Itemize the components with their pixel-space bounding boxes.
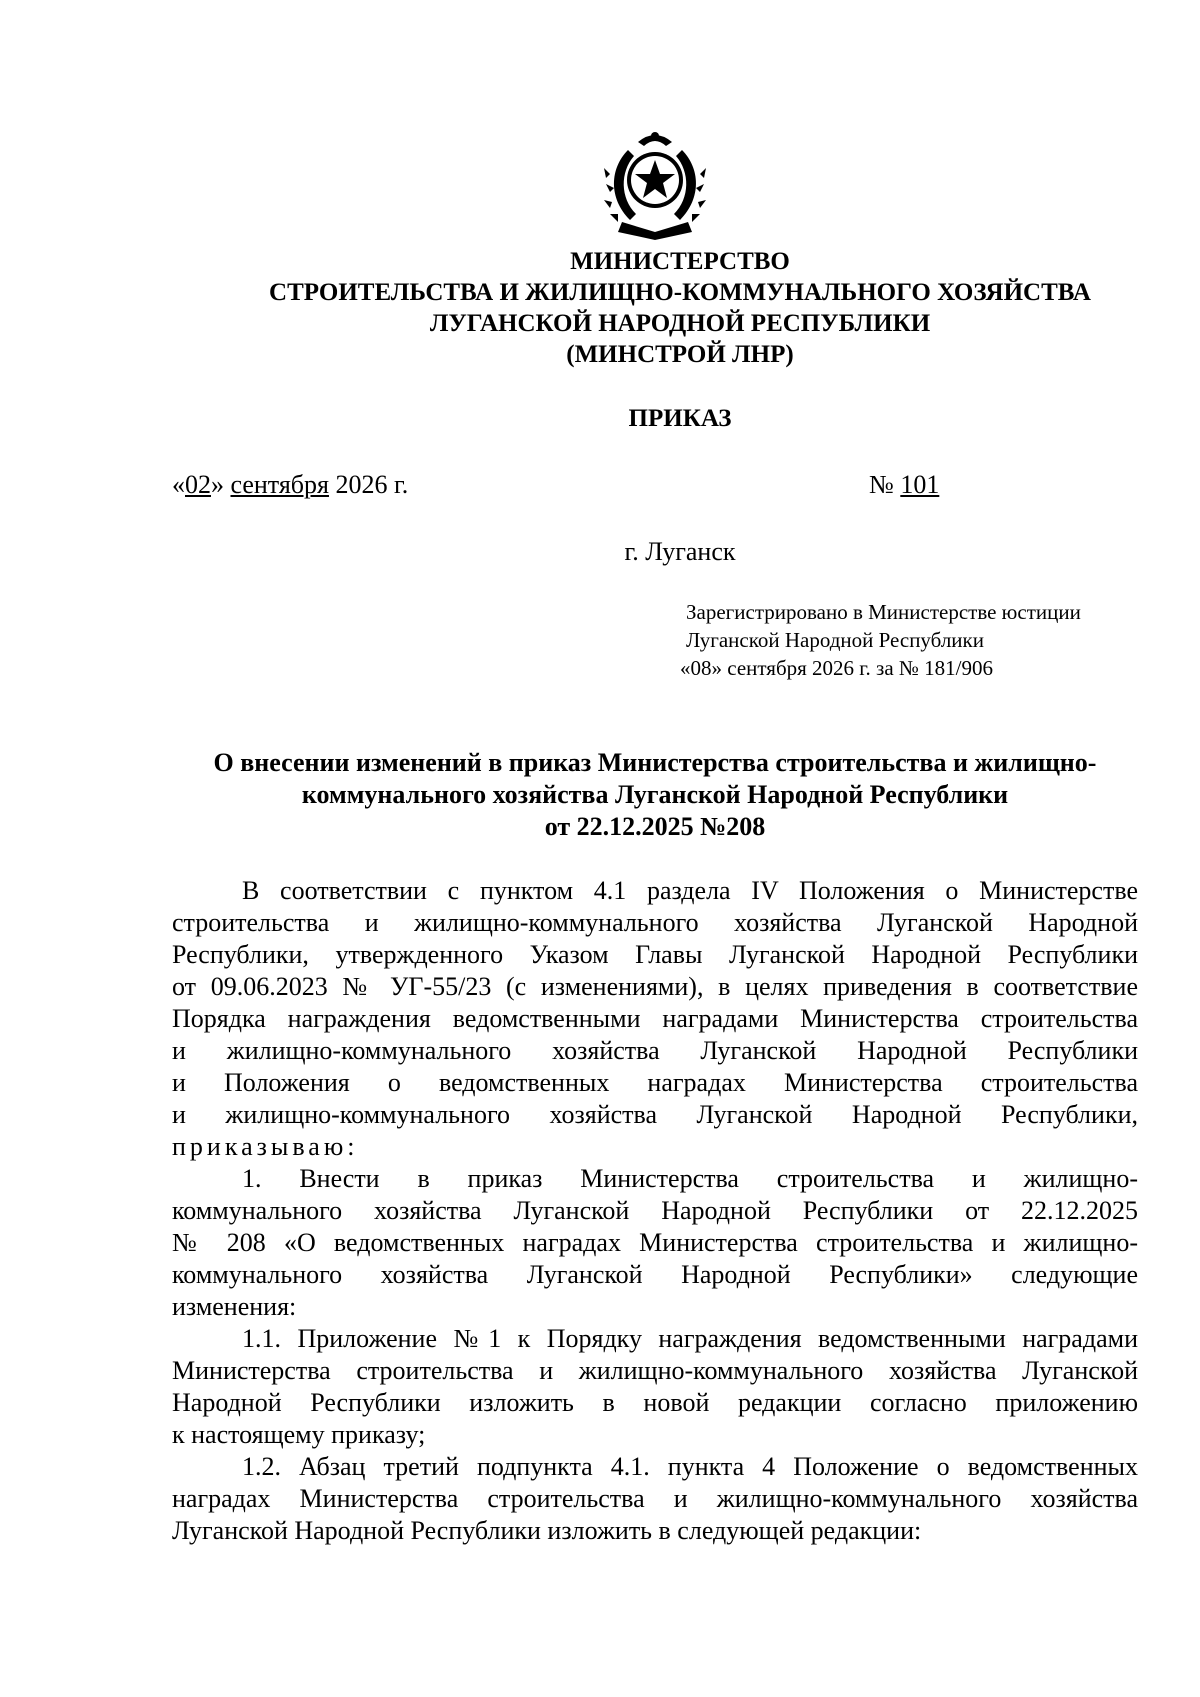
order-number (869, 470, 939, 500)
order-title: ПРИКАЗ (628, 405, 732, 432)
body-line: и жилищно-коммунального хозяйства Луганской Народной Республики (172, 1036, 1138, 1065)
order-body (172, 875, 1138, 1547)
body-line: изменения: (172, 1292, 297, 1321)
ministry-header-line: ЛУГАНСКОЙ НАРОДНОЙ РЕСПУБЛИКИ (429, 310, 931, 337)
number-prefix: № (869, 470, 894, 499)
body-line: строительства и жилищно-коммунального хозяйства Луганской Народной (172, 908, 1138, 937)
body-line: Порядка награждения ведомственными наградами Министерства строительства (172, 1004, 1138, 1033)
date-day: 02 (185, 470, 211, 499)
ministry-header (100, 246, 1100, 370)
body-line: приказываю: (172, 1132, 359, 1161)
date-close-quote: » (211, 470, 224, 499)
subject-line: О внесении изменений в приказ Министерства строительства и жилищно- (213, 748, 1097, 777)
body-line: № 208 «О ведомственных наградах Министерства строительства и жилищно- (172, 1228, 1138, 1257)
registration-line: Зарегистрировано в Министерстве юстиции (686, 600, 1081, 624)
city: г. Луганск (624, 537, 736, 566)
body-line: 1.2. Абзац третий подпункта 4.1. пункта 4 Положение о ведомственных (242, 1452, 1138, 1481)
body-line: 1.1. Приложение №1 к Порядку награждения ведомственными наградами (242, 1324, 1138, 1353)
ministry-header-line: СТРОИТЕЛЬСТВА И ЖИЛИЩНО-КОММУНАЛЬНОГО ХОЗЯЙСТВА (269, 279, 1091, 306)
ministry-header-line: МИНИСТЕРСТВО (570, 248, 790, 275)
body-line: В соответствии с пунктом 4.1 раздела IV Положения о Министерстве (242, 876, 1138, 905)
body-line: к настоящему приказу; (172, 1420, 426, 1449)
date-month: сентября (230, 470, 329, 499)
number-value: 101 (900, 470, 940, 499)
body-line: Республики, утвержденного Указом Главы Луганской Народной Республики (172, 940, 1138, 969)
registration-stamp (680, 598, 1081, 682)
body-line: и жилищно-коммунального хозяйства Луганской Народной Республики, (172, 1100, 1138, 1129)
body-line: от 09.06.2023 № УГ-55/23 (с изменениями), в целях приведения в соответствие (172, 972, 1138, 1001)
body-line: коммунального хозяйства Луганской Народной Республики от 22.12.2025 (172, 1196, 1138, 1225)
order-date (172, 470, 408, 500)
date-year: 2026 г. (335, 470, 409, 499)
subject-line: от 22.12.2025 №208 (544, 812, 766, 841)
registration-line: «08» сентября 2026 г. за № 181/906 (680, 656, 994, 680)
coat-of-arms-icon (600, 128, 710, 240)
body-line: наградах Министерства строительства и жилищно-коммунального хозяйства (172, 1484, 1138, 1513)
ministry-header-line: (МИНСТРОЙ ЛНР) (566, 341, 794, 368)
body-line: Народной Республики изложить в новой редакции согласно приложению (172, 1388, 1138, 1417)
registration-line: Луганской Народной Республики (686, 628, 984, 652)
body-line: Луганской Народной Республики изложить в следующей редакции: (172, 1516, 922, 1545)
date-open-quote: « (172, 470, 185, 499)
order-subject (172, 747, 1138, 843)
subject-line: коммунального хозяйства Луганской Народной Республики (301, 780, 1009, 809)
body-line: 1. Внести в приказ Министерства строительства и жилищно- (242, 1164, 1138, 1193)
body-line: и Положения о ведомственных наградах Министерства строительства (172, 1068, 1138, 1097)
body-line: Министерства строительства и жилищно-коммунального хозяйства Луганской (172, 1356, 1138, 1385)
body-line: коммунального хозяйства Луганской Народной Республики» следующие (172, 1260, 1138, 1289)
